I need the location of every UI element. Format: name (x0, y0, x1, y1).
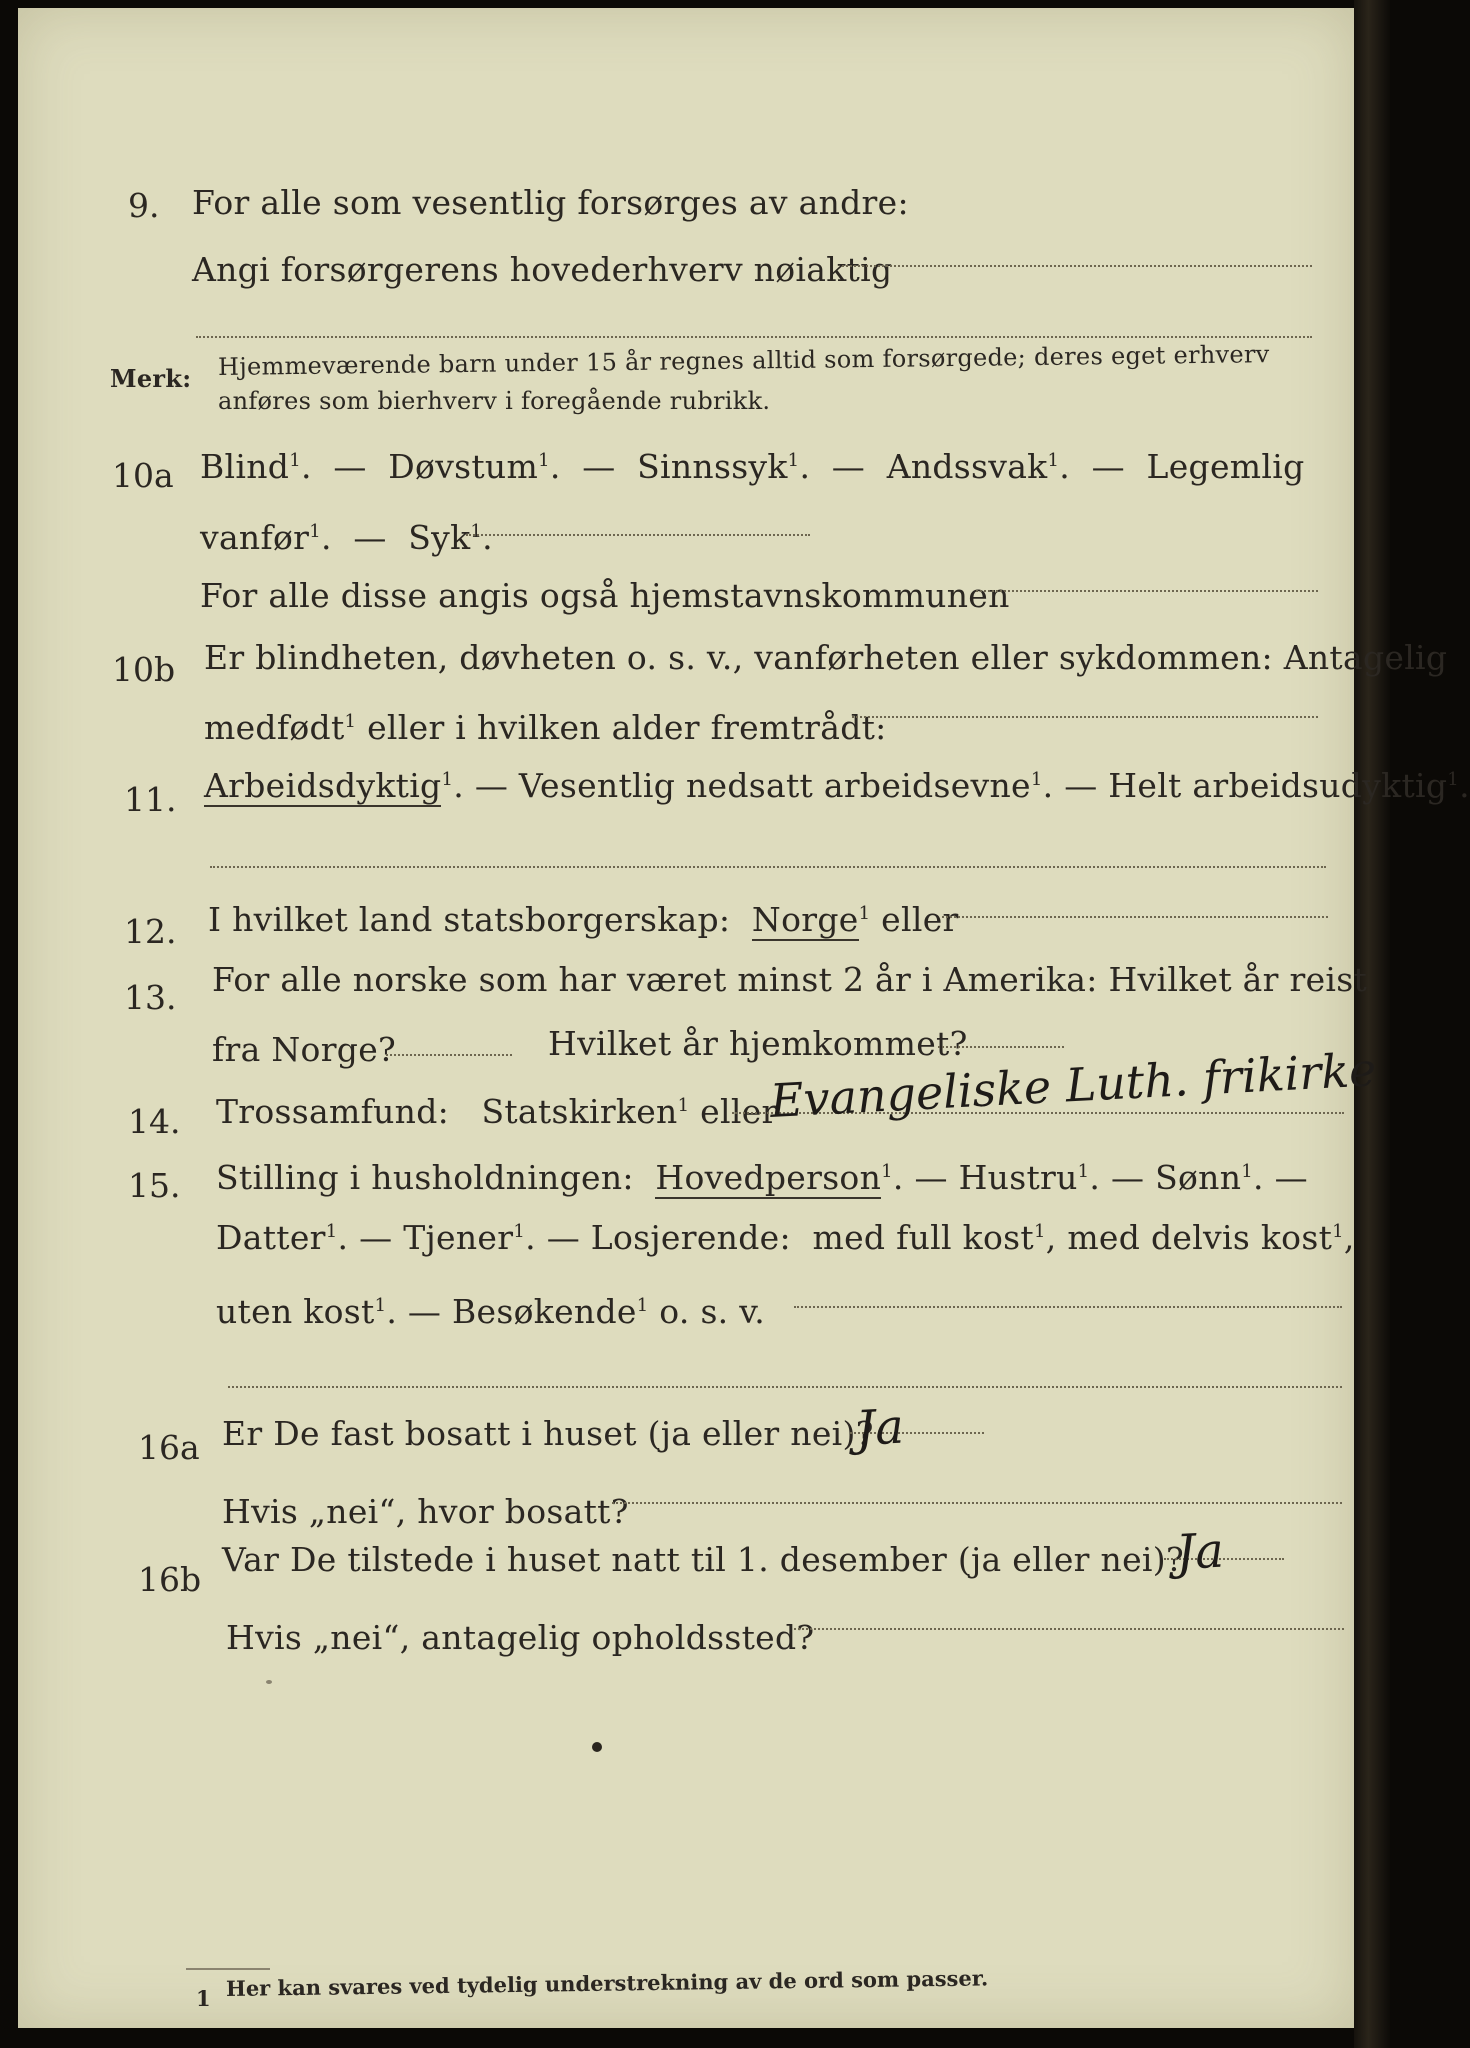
q16a-number: 16a (138, 1428, 200, 1467)
merk-line2: anføres som bierhverv i foregående rubrikk. (218, 387, 771, 415)
option-syk: Syk (408, 518, 471, 557)
option-sinnssyk: Sinnssyk (637, 447, 788, 486)
option-norge-underlined: Norge (751, 900, 859, 939)
q13-fra-line (386, 1054, 512, 1056)
option-blind: Blind (200, 447, 290, 486)
option-arbeidsdyktig-underlined: Arbeidsdyktig (204, 766, 442, 805)
option-delvis-kost: med delvis kost (1067, 1218, 1333, 1257)
paper-speck (266, 1680, 272, 1684)
q13-number: 13. (124, 978, 177, 1017)
q10b-answer-line (852, 716, 1318, 718)
footnote-marker: 1 (196, 1986, 211, 2011)
option-legemlig: Legemlig (1146, 447, 1305, 486)
q12-number: 12. (124, 912, 177, 951)
q13-hjem-line (938, 1046, 1064, 1048)
q13-fra: fra Norge? (212, 1030, 397, 1069)
q9-number: 9. (128, 186, 160, 225)
scan-edge (1354, 0, 1390, 2048)
option-uten-kost: uten kost (216, 1292, 375, 1331)
footnote-rule (186, 1968, 270, 1970)
q15-line1: Stilling i husholdningen: Hovedperson$^1$. — Hustru$^1$. — Sønn$^1$. — (216, 1158, 1308, 1197)
q15-answer-line (794, 1306, 1342, 1308)
option-medfodt: medfødt (204, 708, 345, 747)
option-statskirken: Statskirken (481, 1092, 678, 1131)
q10b-number: 10b (112, 650, 176, 689)
q16b-handwritten-answer: Ja (1174, 1522, 1226, 1581)
q9-answer-line (842, 265, 1312, 267)
q10a-number: 10a (112, 456, 174, 495)
q10a-answer-line (466, 534, 810, 536)
q13-line1: For alle norske som har været minst 2 år i Amerika: Hvilket år reist (212, 960, 1368, 999)
q15-line2: Datter$^1$. — Tjener$^1$. — Losjerende: med full kost$^1$, med delvis kost$^1$, (216, 1218, 1355, 1257)
q16b-line1: Var De tilstede i huset natt til 1. desember (ja eller nei)? (222, 1540, 1184, 1579)
q14-line: Trossamfund: Statskirken$^1$ eller (216, 1092, 778, 1131)
q15-number: 15. (128, 1166, 181, 1205)
option-dovstum: Døvstum (388, 447, 539, 486)
form-page (18, 8, 1354, 2028)
q13-hjem: Hvilket år hjemkommet? (548, 1024, 968, 1063)
q9-answer-line-2 (196, 336, 1312, 338)
q15-answer-line-2 (228, 1386, 1342, 1388)
option-besokende: Besøkende (452, 1292, 637, 1331)
q16a-handwritten-answer: Ja (854, 1398, 906, 1457)
option-datter: Datter (216, 1218, 326, 1257)
q16a-line1: Er De fast bosatt i huset (ja eller nei)? (222, 1414, 874, 1453)
q14-number: 14. (128, 1102, 181, 1141)
q11-answer-line (210, 866, 1326, 868)
option-udyktig: Helt arbeidsudyktig (1108, 766, 1448, 805)
q10b-line1: Er blindheten, døvheten o. s. v., vanførheten eller sykdommen: Antagelig (204, 638, 1448, 677)
option-andssvak: Andssvak (886, 447, 1048, 486)
q11-line: Arbeidsdyktig$^1$. — Vesentlig nedsatt arbeidsevne$^1$. — Helt arbeidsudyktig$^1$. (204, 766, 1470, 805)
q9-line1: For alle som vesentlig forsørges av andre: (192, 183, 909, 222)
q9-line2: Angi forsørgerens hovederhverv nøiaktig (192, 250, 893, 289)
option-hustru: Hustru (958, 1158, 1078, 1197)
option-tjener: Tjener (403, 1218, 514, 1257)
q10a-line3: For alle disse angis også hjemstavnskommunen (200, 576, 1010, 615)
q10b-line2: medfødt$^1$ eller i hvilken alder fremtrådt: (204, 708, 887, 747)
q16a-line2: Hvis „nei“, hvor bosatt? (222, 1492, 629, 1531)
q14-handwritten-answer: Evangeliske Luth. frikirke (768, 1042, 1378, 1128)
option-hovedperson-underlined: Hovedperson (655, 1158, 882, 1197)
merk-line1: Hjemmeværende barn under 15 år regnes alltid som forsørgede; deres eget erhverv (217, 340, 1270, 381)
option-vanfor: vanfør (200, 518, 310, 557)
merk-label: Merk: (110, 364, 192, 393)
q16b-number: 16b (138, 1560, 202, 1599)
q12-answer-line (942, 916, 1328, 918)
q11-number: 11. (124, 780, 177, 819)
footnote-text: Her kan svares ved tydelig understrekning av de ord som passer. (225, 1965, 989, 2001)
option-sonn: Sønn (1155, 1158, 1242, 1197)
q10a-line1: Blind$^1$. — Døvstum$^1$. — Sinnssyk$^1$. — Andssvak$^1$. — Legemlig (200, 447, 1305, 486)
ink-dot (592, 1742, 602, 1752)
q10a-line2: vanfør$^1$. — Syk$^1$. (200, 518, 493, 557)
q16b-line2: Hvis „nei“, antagelig opholdssted? (226, 1618, 815, 1657)
q10a-answer-line-2 (976, 590, 1318, 592)
q12-line: I hvilket land statsborgerskap: Norge$^1$ eller (208, 900, 959, 939)
q15-line3: uten kost$^1$. — Besøkende$^1$ o. s. v. (216, 1292, 766, 1331)
option-nedsatt: Vesentlig nedsatt arbeidsevne (518, 766, 1031, 805)
q16a-answer-line-2 (612, 1502, 1342, 1504)
option-full-kost: med full kost (812, 1218, 1034, 1257)
q16b-answer-line (794, 1628, 1344, 1630)
